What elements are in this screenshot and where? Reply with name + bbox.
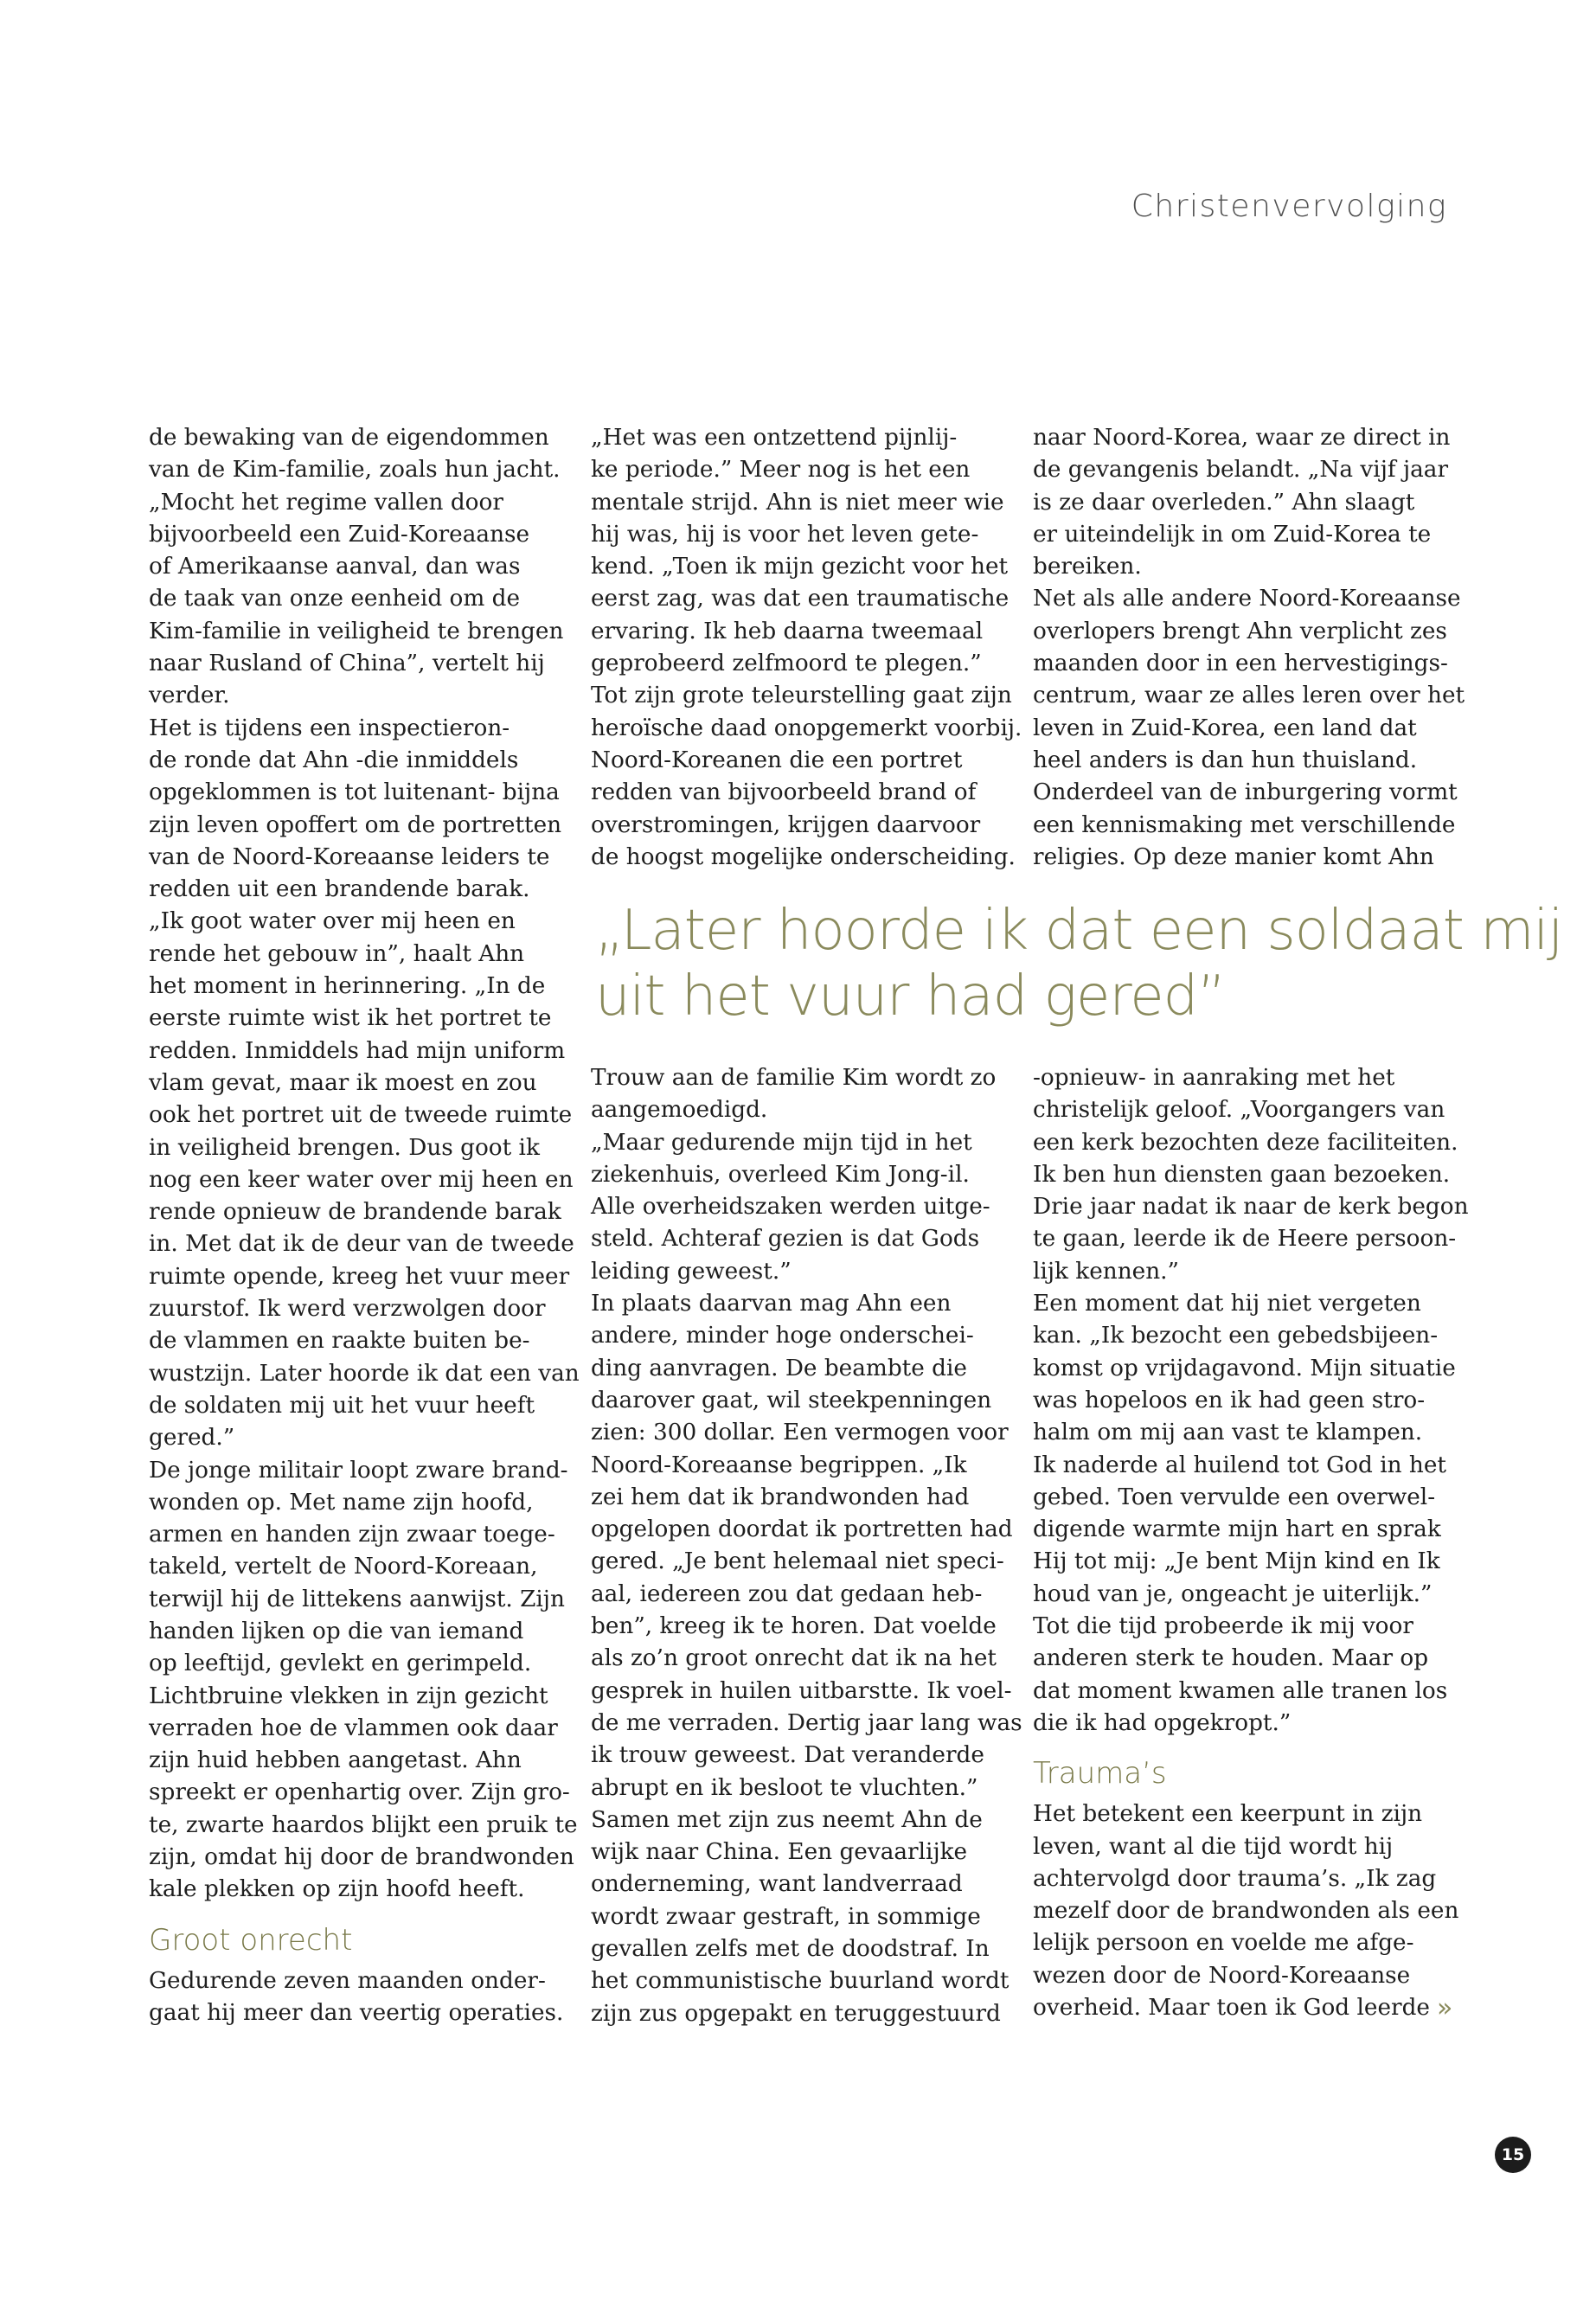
text-line bbox=[149, 1648, 564, 1680]
text-line bbox=[149, 971, 564, 1003]
text-line-content: In plaats daarvan mag Ahn een bbox=[591, 1291, 952, 1317]
text-line-content: digende warmte mijn hart en sprak bbox=[1033, 1516, 1441, 1543]
text-line-content: ben”, kreeg ik te horen. Dat voelde bbox=[591, 1613, 997, 1640]
text-line bbox=[149, 1293, 564, 1325]
text-line bbox=[1033, 454, 1448, 486]
text-line-content: ruimte opende, kreeg het vuur meer bbox=[149, 1263, 570, 1290]
text-line-content: halm om mij aan vast te klampen. bbox=[1033, 1420, 1423, 1446]
text-line-content: opgeklommen is tot luitenant- bijna bbox=[149, 779, 560, 806]
text-line bbox=[149, 1842, 574, 1874]
column-1-body bbox=[149, 422, 580, 1907]
text-line bbox=[1033, 551, 1448, 583]
text-line-content: Net als alle andere Noord-Koreaanse bbox=[1033, 586, 1461, 612]
text-line bbox=[591, 1965, 1010, 1997]
text-line bbox=[1033, 1798, 1448, 1830]
text-line bbox=[591, 810, 1006, 842]
text-line bbox=[591, 1546, 1006, 1578]
text-line bbox=[1033, 1127, 1458, 1159]
column-2-top-body bbox=[591, 422, 1022, 874]
text-line bbox=[149, 842, 564, 874]
text-line bbox=[149, 745, 564, 777]
text-line bbox=[591, 1288, 1006, 1320]
text-line bbox=[591, 1223, 1006, 1255]
text-line bbox=[149, 487, 564, 519]
text-line-content: ik trouw geweest. Dat veranderde bbox=[591, 1742, 984, 1769]
column-2-bottom-body bbox=[591, 1062, 1022, 2030]
text-line-content: zijn zus opgepakt en teruggestuurd bbox=[591, 2000, 1001, 2027]
text-line bbox=[591, 842, 1016, 874]
text-line-content: eerst zag, was dat een traumatische bbox=[591, 586, 1010, 612]
text-line bbox=[149, 1997, 564, 2029]
text-line bbox=[149, 583, 564, 615]
text-line-content: aangemoedigd. bbox=[591, 1097, 768, 1124]
subheading-traumas: Trauma’s bbox=[1033, 1756, 1167, 1791]
text-line-content: nog een keer water over mij heen en bbox=[149, 1166, 574, 1193]
text-line bbox=[591, 1062, 1006, 1094]
section-label: Christenvervolging bbox=[1131, 189, 1447, 224]
text-line bbox=[591, 1450, 1006, 1482]
text-line-content: er uiteindelijk in om Zuid-Korea te bbox=[1033, 521, 1432, 548]
pull-quote bbox=[595, 898, 1563, 1029]
text-line bbox=[1033, 713, 1448, 745]
text-line bbox=[149, 616, 564, 648]
text-line-content: centrum, waar ze alles leren over het bbox=[1033, 683, 1465, 709]
text-line-content: maanden door in een hervestigings- bbox=[1033, 651, 1448, 677]
text-line bbox=[149, 810, 564, 842]
text-line-content: overlopers brengt Ahn verplicht zes bbox=[1033, 618, 1447, 644]
text-line bbox=[1033, 1927, 1448, 1959]
text-line bbox=[591, 1417, 1009, 1449]
text-line bbox=[591, 1901, 1006, 1933]
text-line-content: rende het gebouw in”, haalt Ahn bbox=[149, 940, 525, 967]
text-line-content: komst op vrijdagavond. Mijn situatie bbox=[1033, 1355, 1456, 1381]
text-line bbox=[149, 1713, 564, 1745]
text-line-content: dat moment kwamen alle tranen los bbox=[1033, 1677, 1448, 1704]
text-line-content: christelijk geloof. „Voorgangers van bbox=[1033, 1097, 1445, 1124]
text-line bbox=[1033, 1353, 1456, 1385]
text-line bbox=[591, 1998, 1006, 2030]
text-line-content: naar Rusland of China”, vertelt hij bbox=[149, 651, 545, 677]
text-line-content: abrupt en ik besloot te vluchten.” bbox=[591, 1774, 978, 1801]
text-line-content: Onderdeel van de inburgering vormt bbox=[1033, 779, 1458, 806]
article-column-2-top bbox=[591, 422, 1022, 874]
text-line-content: wezen door de Noord-Koreaanse bbox=[1033, 1962, 1411, 1989]
text-line-content: in. Met dat ik de deur van de tweede bbox=[149, 1231, 574, 1258]
text-line bbox=[149, 1584, 564, 1616]
text-line-content: lijk kennen.” bbox=[1033, 1258, 1179, 1285]
text-line-content: op leeftijd, gevlekt en gerimpeld. bbox=[149, 1650, 532, 1677]
text-line-content: de hoogst mogelijke onderscheiding. bbox=[591, 843, 1016, 870]
text-line-content: kend. „Toen ik mijn gezicht voor het bbox=[591, 554, 1009, 580]
text-line-content: daarover gaat, wil steekpenningen bbox=[591, 1387, 992, 1413]
text-line-content: ook het portret uit de tweede ruimte bbox=[149, 1102, 573, 1129]
text-line bbox=[149, 1487, 564, 1519]
text-line-content: ziekenhuis, overleed Kim Jong-il. bbox=[591, 1161, 970, 1188]
text-line bbox=[1033, 1062, 1448, 1094]
text-line-content: is ze daar overleden.” Ahn slaagt bbox=[1033, 489, 1415, 516]
text-line-content: wordt zwaar gestraft, in sommige bbox=[591, 1903, 981, 1930]
text-line-content: terwijl hij de littekens aanwijst. Zijn bbox=[149, 1586, 565, 1612]
text-line-content: gaat hij meer dan veertig operaties. bbox=[149, 1999, 564, 2026]
text-line-content: de gevangenis belandt. „Na vijf jaar bbox=[1033, 457, 1449, 484]
text-line bbox=[591, 1320, 1006, 1352]
text-line bbox=[591, 583, 1010, 615]
text-line bbox=[149, 777, 564, 809]
text-line-content: redden van bijvoorbeeld brand of bbox=[591, 779, 977, 806]
text-line-content: ke periode.” Meer nog is het een bbox=[591, 457, 971, 484]
text-line-content: wonden op. Met name zijn hoofd, bbox=[149, 1489, 534, 1516]
text-line-content: Drie jaar nadat ik naar de kerk begon bbox=[1033, 1194, 1469, 1221]
text-line-content: opgelopen doordat ik portretten had bbox=[591, 1516, 1013, 1543]
text-line bbox=[149, 1965, 564, 1997]
text-line bbox=[1033, 1191, 1469, 1223]
text-line-content: de ronde dat Ahn -die inmiddels bbox=[149, 747, 519, 773]
text-line bbox=[149, 874, 564, 906]
text-line-content: Noord-Koreaanse begrippen. „Ik bbox=[591, 1452, 967, 1478]
text-line-content: armen en handen zijn zwaar toege- bbox=[149, 1522, 555, 1548]
text-line-content: bijvoorbeeld een Zuid-Koreaanse bbox=[149, 521, 530, 548]
text-line bbox=[591, 454, 1006, 486]
text-line-content: zei hem dat ik brandwonden had bbox=[591, 1484, 970, 1510]
text-line-content: te gaan, leerde ik de Heere persoon- bbox=[1033, 1226, 1457, 1253]
text-line bbox=[149, 1164, 574, 1196]
text-line-content: Een moment dat hij niet vergeten bbox=[1033, 1291, 1421, 1317]
text-line-content: gered.” bbox=[149, 1425, 235, 1452]
text-line bbox=[1033, 1643, 1448, 1675]
text-line bbox=[1033, 1223, 1457, 1255]
text-line-content: steld. Achteraf gezien is dat Gods bbox=[591, 1226, 980, 1253]
text-line-content: was hopeloos en ik had geen stro- bbox=[1033, 1387, 1426, 1413]
text-line bbox=[149, 713, 564, 745]
text-line bbox=[149, 1422, 564, 1454]
text-line-content: Ik naderde al huilend tot God in het bbox=[1033, 1452, 1446, 1478]
text-line-content: geprobeerd zelfmoord te plegen.” bbox=[591, 651, 982, 677]
text-line-content: de vlammen en raakte buiten be- bbox=[149, 1328, 530, 1355]
text-line bbox=[1033, 1256, 1448, 1288]
text-line bbox=[149, 1196, 564, 1228]
text-line bbox=[591, 1740, 1006, 1772]
text-line-content: of Amerikaanse aanval, dan was bbox=[149, 554, 521, 580]
text-line bbox=[149, 551, 564, 583]
text-line bbox=[591, 1514, 1013, 1546]
text-line bbox=[1033, 1288, 1448, 1320]
text-line bbox=[149, 1874, 564, 1906]
text-line-content: Gedurende zeven maanden onder- bbox=[149, 1967, 546, 1994]
text-line-content: ding aanvragen. De beambte die bbox=[591, 1355, 967, 1381]
text-line bbox=[591, 777, 1006, 809]
text-line-content: -opnieuw- in aanraking met het bbox=[1033, 1065, 1395, 1091]
text-line bbox=[1033, 1579, 1448, 1611]
text-line bbox=[1033, 842, 1448, 874]
text-line bbox=[591, 1191, 1006, 1223]
text-line-content: een kerk bezochten deze faciliteiten. bbox=[1033, 1129, 1458, 1156]
text-line bbox=[591, 1676, 1012, 1708]
text-line-content: zien: 300 dollar. Een vermogen voor bbox=[591, 1420, 1009, 1446]
text-line-content: hij was, hij is voor het leven gete- bbox=[591, 521, 979, 548]
text-line bbox=[149, 519, 564, 551]
text-line-content: Het is tijdens een inspectieron- bbox=[149, 715, 510, 741]
text-line-content: takeld, vertelt de Noord-Koreaan, bbox=[149, 1554, 538, 1580]
text-line bbox=[591, 1256, 1006, 1288]
text-line-content: zuurstof. Ik werd verzwolgen door bbox=[149, 1296, 546, 1323]
text-line-content: achtervolgd door trauma’s. „Ik zag bbox=[1033, 1865, 1437, 1892]
text-line-content: lelijk persoon en voelde me afge- bbox=[1033, 1930, 1414, 1957]
text-line-content: Trouw aan de familie Kim wordt zo bbox=[591, 1065, 997, 1091]
text-line bbox=[149, 454, 564, 486]
text-line bbox=[149, 1067, 564, 1099]
text-line bbox=[591, 1611, 1006, 1643]
text-line-content: gesprek in huilen uitbarstte. Ik voel- bbox=[591, 1677, 1012, 1704]
text-line-content: mentale strijd. Ahn is niet meer wie bbox=[591, 489, 1004, 516]
text-line bbox=[149, 1519, 564, 1551]
text-line bbox=[591, 713, 1022, 745]
text-line bbox=[591, 1127, 1006, 1159]
text-line bbox=[591, 1804, 1006, 1836]
text-line-content: „Maar gedurende mijn tijd in het bbox=[591, 1129, 972, 1156]
text-line-content: wijk naar China. Een gevaarlijke bbox=[591, 1839, 968, 1866]
text-line-content: spreekt er openhartig over. Zijn gro- bbox=[149, 1779, 570, 1806]
text-line-content: eerste ruimte wist ik het portret te bbox=[149, 1005, 552, 1032]
text-line-content: heroïsche daad onopgemerkt voorbij. bbox=[591, 715, 1022, 741]
text-line-content: heel anders is dan hun thuisland. bbox=[1033, 747, 1418, 773]
text-line bbox=[1033, 1611, 1448, 1643]
column-3-top-body bbox=[1033, 422, 1465, 874]
text-line bbox=[1033, 1676, 1448, 1708]
text-line bbox=[149, 1358, 580, 1390]
column-1-after bbox=[149, 1965, 564, 2030]
text-line-content: een kennismaking met verschillende bbox=[1033, 811, 1456, 838]
text-line bbox=[1033, 1320, 1448, 1352]
text-line bbox=[149, 1681, 564, 1713]
text-line-content: „Het was een ontzettend pijnlij- bbox=[591, 425, 958, 451]
text-line-content: onderneming, want landverraad bbox=[591, 1871, 963, 1898]
text-line-content: het communistische buurland wordt bbox=[591, 1968, 1010, 1995]
text-line bbox=[149, 1390, 564, 1422]
text-line bbox=[149, 1228, 574, 1260]
text-line-content: de bewaking van de eigendommen bbox=[149, 425, 549, 451]
text-line bbox=[1033, 1895, 1459, 1927]
text-line bbox=[149, 1035, 564, 1067]
text-line-content: de taak van onze eenheid om de bbox=[149, 586, 521, 612]
text-line bbox=[149, 1455, 568, 1487]
text-line bbox=[1033, 680, 1465, 712]
text-line bbox=[1033, 1960, 1448, 1992]
text-line-content: Noord-Koreanen die een portret bbox=[591, 747, 963, 773]
text-line-content: gevallen zelfs met de doodstraf. In bbox=[591, 1936, 990, 1963]
text-line bbox=[1033, 1546, 1448, 1578]
text-line bbox=[149, 939, 564, 971]
text-line-content: die ik had opgekropt.” bbox=[1033, 1709, 1292, 1736]
text-line bbox=[1033, 1385, 1448, 1417]
text-line bbox=[1033, 616, 1448, 648]
text-line bbox=[591, 1708, 1022, 1740]
text-line bbox=[149, 1616, 564, 1648]
text-line bbox=[149, 1261, 570, 1293]
pull-quote-line: uit het vuur had gered” bbox=[595, 965, 1226, 1029]
column-3-bottom-body bbox=[1033, 1062, 1469, 1740]
text-line-content: van de Noord-Koreaanse leiders te bbox=[149, 843, 550, 870]
article-column-1 bbox=[149, 422, 580, 2029]
text-line-content: zijn, omdat hij door de brandwonden bbox=[149, 1844, 574, 1871]
text-line bbox=[149, 1099, 573, 1131]
text-line bbox=[149, 1745, 564, 1777]
subheading-groot-onrecht: Groot onrecht bbox=[149, 1922, 353, 1958]
text-line bbox=[1033, 777, 1458, 809]
article-column-3-bottom bbox=[1033, 1062, 1469, 2024]
text-line bbox=[1033, 1708, 1448, 1740]
text-line-content: gered. „Je bent helemaal niet speci- bbox=[591, 1548, 1004, 1575]
text-line-content: anderen sterk te houden. Maar op bbox=[1033, 1645, 1429, 1672]
text-line-content: „Mocht het regime vallen door bbox=[149, 489, 503, 516]
text-line-content: van de Kim-familie, zoals hun jacht. bbox=[149, 457, 561, 484]
text-line bbox=[1033, 1863, 1448, 1895]
text-line bbox=[1033, 1417, 1448, 1449]
text-line-content: redden. Inmiddels had mijn uniform bbox=[149, 1037, 566, 1064]
text-line-content: kale plekken op zijn hoofd heeft. bbox=[149, 1876, 525, 1903]
text-line bbox=[149, 1132, 564, 1164]
text-line bbox=[591, 1933, 1006, 1965]
text-line bbox=[591, 551, 1009, 583]
text-line bbox=[149, 648, 564, 680]
text-line-content: Alle overheidszaken werden uitge- bbox=[591, 1194, 990, 1221]
text-line-content: leiding geweest.” bbox=[591, 1258, 792, 1285]
text-line-content: gebed. Toen vervulde een overwel- bbox=[1033, 1484, 1436, 1510]
text-line-content: zijn huid hebben aangetast. Ahn bbox=[149, 1747, 522, 1774]
text-line bbox=[149, 680, 564, 712]
text-line bbox=[1033, 583, 1461, 615]
text-line bbox=[591, 745, 1006, 777]
text-line bbox=[1033, 1514, 1448, 1546]
text-line bbox=[1033, 1159, 1451, 1191]
article-column-2-bottom bbox=[591, 1062, 1022, 2030]
text-line bbox=[591, 1482, 1006, 1514]
text-line bbox=[591, 487, 1006, 519]
text-line bbox=[1033, 810, 1456, 842]
text-line-content: mezelf door de brandwonden als een bbox=[1033, 1898, 1459, 1925]
text-line-content: Hij tot mij: „Je bent Mijn kind en Ik bbox=[1033, 1548, 1440, 1575]
text-line bbox=[591, 519, 1006, 551]
text-line-content: „Ik goot water over mij heen en bbox=[149, 908, 516, 935]
text-line-content: leven, want al die tijd wordt hij bbox=[1033, 1833, 1394, 1860]
text-line-content: Ik ben hun diensten gaan bezoeken. bbox=[1033, 1161, 1451, 1188]
continue-arrow-icon: » bbox=[1437, 1993, 1453, 2024]
column-3-after bbox=[1033, 1798, 1459, 2024]
text-line-content: houd van je, ongeacht je uiterlijk.” bbox=[1033, 1580, 1433, 1607]
text-line-content: de soldaten mij uit het vuur heeft bbox=[149, 1392, 535, 1419]
text-line-content: De jonge militair loopt zware brand- bbox=[149, 1457, 568, 1484]
text-line-content: aal, iedereen zou dat gedaan heb- bbox=[591, 1580, 983, 1607]
text-line bbox=[591, 1353, 1006, 1385]
text-line bbox=[1033, 1482, 1448, 1514]
text-line-content: ervaring. Ik heb daarna tweemaal bbox=[591, 618, 984, 644]
text-line-content: verder. bbox=[149, 683, 230, 709]
text-line bbox=[591, 1772, 1006, 1804]
text-line-content: bereiken. bbox=[1033, 554, 1142, 580]
text-line-content: Tot die tijd probeerde ik mij voor bbox=[1033, 1613, 1413, 1640]
text-line bbox=[149, 1777, 570, 1809]
text-line-content: Tot zijn grote teleurstelling gaat zijn bbox=[591, 683, 1012, 709]
page-number-badge: 15 bbox=[1495, 2137, 1531, 2173]
text-line bbox=[591, 1836, 1006, 1868]
text-line-content: overheid. Maar toen ik God leerde bbox=[1033, 1995, 1430, 2022]
article-column-3-top bbox=[1033, 422, 1465, 874]
text-line bbox=[591, 1094, 1006, 1126]
pull-quote-line: „Later hoorde ik dat een soldaat mij bbox=[595, 899, 1563, 963]
text-line-content: rende opnieuw de brandende barak bbox=[149, 1199, 561, 1226]
text-line bbox=[1033, 1831, 1448, 1863]
text-line-content: de me verraden. Dertig jaar lang was bbox=[591, 1709, 1022, 1736]
text-line bbox=[591, 648, 1006, 680]
text-line bbox=[591, 1385, 1006, 1417]
text-line bbox=[591, 1159, 1006, 1191]
text-line-content: Het betekent een keerpunt in zijn bbox=[1033, 1801, 1423, 1828]
text-line-content: andere, minder hoge onderschei- bbox=[591, 1323, 974, 1349]
text-line-content: zijn leven opoffert om de portretten bbox=[149, 811, 562, 838]
text-line bbox=[1033, 519, 1448, 551]
text-line-content: in veiligheid brengen. Dus goot ik bbox=[149, 1134, 540, 1161]
text-line-content: handen lijken op die van iemand bbox=[149, 1618, 524, 1644]
text-line-content: leven in Zuid-Korea, een land dat bbox=[1033, 715, 1417, 741]
text-line bbox=[591, 616, 1006, 648]
text-line bbox=[149, 1003, 564, 1035]
text-line-content: verraden hoe de vlammen ook daar bbox=[149, 1715, 558, 1741]
text-line-content: te, zwarte haardos blijkt een pruik te bbox=[149, 1811, 578, 1838]
text-line bbox=[1033, 648, 1448, 680]
text-line-content: wustzijn. Later hoorde ik dat een van bbox=[149, 1360, 580, 1387]
text-line bbox=[591, 680, 1012, 712]
text-line bbox=[591, 1868, 1006, 1900]
text-line-content: vlam gevat, maar ik moest en zou bbox=[149, 1069, 537, 1096]
text-line bbox=[1033, 1450, 1448, 1482]
text-line bbox=[149, 1551, 564, 1583]
text-line bbox=[591, 1643, 1006, 1675]
text-line bbox=[1033, 745, 1448, 777]
text-line bbox=[149, 906, 564, 938]
text-line bbox=[149, 422, 564, 454]
text-line bbox=[149, 1325, 564, 1357]
text-line-content: Kim-familie in veiligheid te brengen bbox=[149, 618, 564, 644]
text-line bbox=[149, 1810, 578, 1842]
text-line bbox=[1033, 1992, 1453, 2024]
text-line-content: religies. Op deze manier komt Ahn bbox=[1033, 843, 1434, 870]
text-line bbox=[1033, 1094, 1448, 1126]
text-line bbox=[591, 422, 1006, 454]
text-line-content: het moment in herinnering. „In de bbox=[149, 973, 546, 1000]
text-line-content: redden uit een brandende barak. bbox=[149, 876, 530, 903]
text-line bbox=[1033, 422, 1451, 454]
text-line bbox=[591, 1579, 1006, 1611]
text-line-content: naar Noord-Korea, waar ze direct in bbox=[1033, 425, 1451, 451]
text-line-content: als zo’n groot onrecht dat ik na het bbox=[591, 1645, 997, 1672]
text-line-content: Samen met zijn zus neemt Ahn de bbox=[591, 1806, 983, 1833]
text-line bbox=[1033, 487, 1448, 519]
text-line-content: overstromingen, krijgen daarvoor bbox=[591, 811, 981, 838]
text-line-content: Lichtbruine vlekken in zijn gezicht bbox=[149, 1682, 548, 1709]
text-line-content: kan. „Ik bezocht een gebedsbijeen- bbox=[1033, 1323, 1439, 1349]
